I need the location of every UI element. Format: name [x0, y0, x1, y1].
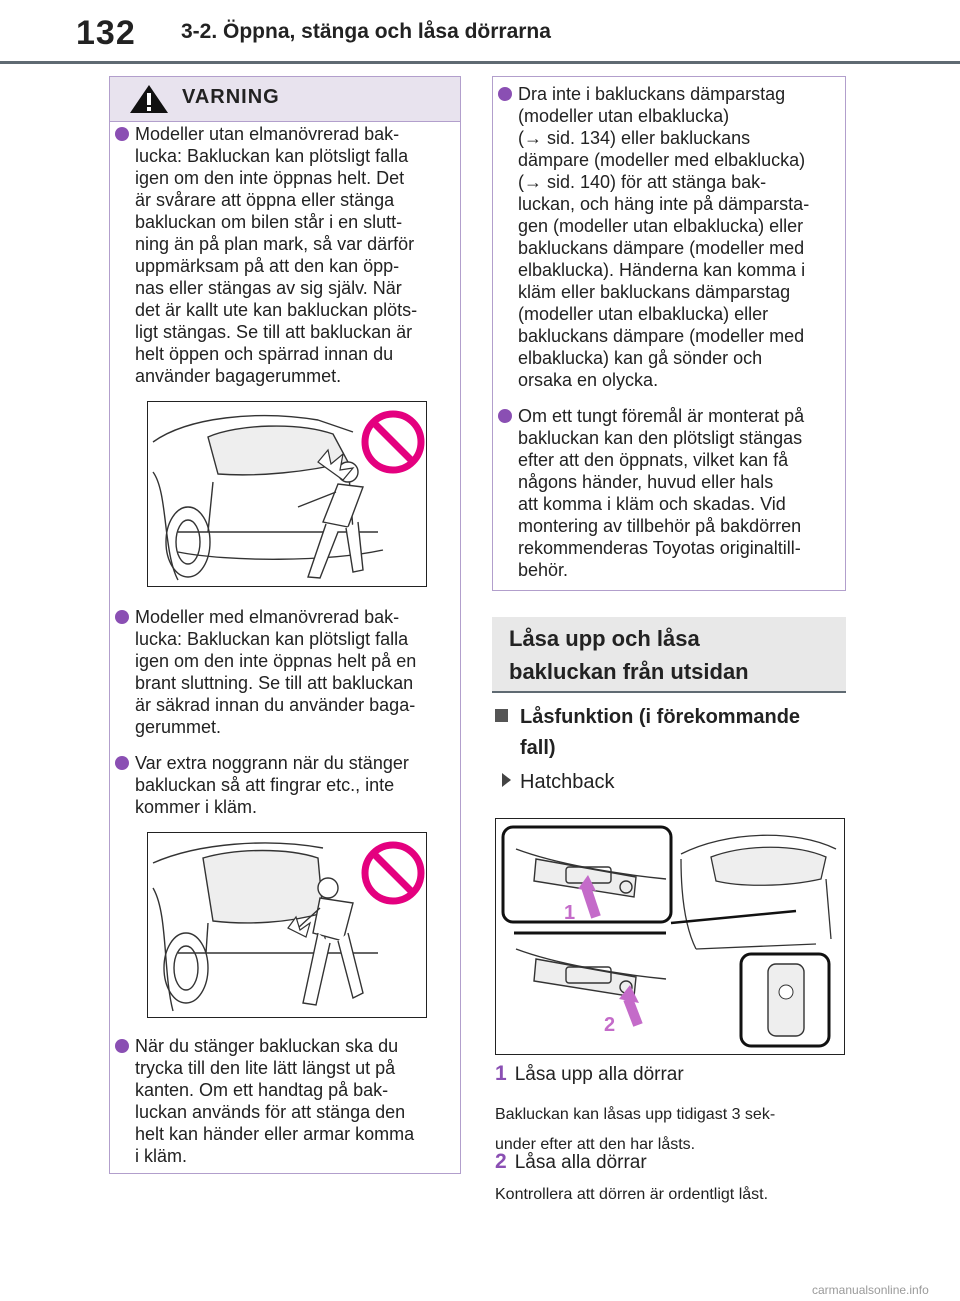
warning-bullet: Om ett tungt föremål är monterat på bakluckan kan den plötsligt stängas efter att den öppnats, vilket kan få någons händer, huvud eller hals att komma i kläm och skadas. Vid montering av tillbehör på bakdörren rekommenderas Toyotas originaltill- behör.: [518, 405, 840, 581]
tailgate-falling-illustration: [147, 401, 427, 587]
warning-bullet: Modeller med elmanövrerad bak- lucka: Bakluckan kan plötsligt falla igen om den inte öppnas helt på en brant sluttning. Se till att bakluckan är säkrad innan du använder baga- gerummet.: [135, 606, 455, 738]
tailgate-lock-illustration: [495, 818, 845, 1055]
warning-header: [110, 77, 460, 122]
header-rule: [0, 61, 960, 64]
section-heading-box: [492, 617, 846, 693]
callout-1: 1: [564, 902, 576, 924]
square-bullet-icon: [495, 709, 508, 722]
warning-bullet: Var extra noggrann när du stänger bakluckan så att fingrar etc., inte kommer i kläm.: [135, 752, 455, 818]
bullet-dot-icon: [115, 756, 129, 770]
bullet-dot-icon: [115, 1039, 129, 1053]
step-unlock: 1 Låsa upp alla dörrar: [495, 1062, 684, 1085]
variant-hatchback: Hatchback: [502, 771, 615, 794]
warning-bullet: Dra inte i bakluckans dämparstag (modeller utan elbaklucka) (→ sid. 134) eller bakluckans dämpare (modeller med elbaklucka) (→ sid. 140) för att stänga bak- luckan, och häng inte på dämparsta- gen (modeller utan elbaklucka) eller bakluckans dämpare (modeller med elbaklucka). Händerna kan komma i kläm eller bakluckans dämparstag (modeller utan elbaklucka) eller bakluckans dämpare (modeller med elbaklucka) kan gå sönder och orsaka en olycka.: [518, 83, 840, 391]
warning-title: VARNING: [182, 86, 280, 108]
triangle-bullet-icon: [502, 773, 511, 787]
subheading-lock-function: Låsfunktion (i förekommande fall): [495, 702, 800, 764]
page-header: [0, 0, 960, 62]
step-lock: 2 Låsa alla dörrar: [495, 1150, 647, 1173]
warning-bullet: Modeller utan elmanövrerad bak- lucka: Bakluckan kan plötsligt falla igen om den inte öppnas helt. Det är svårare att öppna eller stänga bakluckan om bilen står i en slutt- ning än på plan mark, så var därför uppmärksam på att den kan öpp- nas eller stängas av sig själv. När det är kallt ute kan bakluckan plöts- ligt stängas. Se till att bakluckan är helt öppen och spärrad innan du använder bagagerummet.: [135, 123, 455, 387]
section-title: 3-2. Öppna, stänga och låsa dörrarna: [181, 20, 551, 43]
bullet-dot-icon: [115, 610, 129, 624]
warning-bullet: När du stänger bakluckan ska du trycka till den lite lätt längst ut på kanten. Om ett handtag på bak- luckan används för att stänga den helt kan händer eller armar komma i kläm.: [135, 1035, 455, 1167]
page-number: 132: [76, 14, 136, 52]
bullet-dot-icon: [498, 87, 512, 101]
bullet-dot-icon: [498, 409, 512, 423]
step-lock-desc: Kontrollera att dörren är ordentligt låst.: [495, 1186, 769, 1203]
step-unlock-desc: Bakluckan kan låsas upp tidigast 3 sek- under efter att den har låsts.: [495, 1106, 776, 1153]
fingers-trapped-illustration: [147, 832, 427, 1018]
watermark: carmanualsonline.info: [812, 1283, 929, 1297]
section-heading: Låsa upp och låsa bakluckan från utsidan: [509, 626, 749, 684]
callout-2: 2: [604, 1014, 616, 1036]
bullet-dot-icon: [115, 127, 129, 141]
warning-triangle-icon: [129, 84, 169, 114]
